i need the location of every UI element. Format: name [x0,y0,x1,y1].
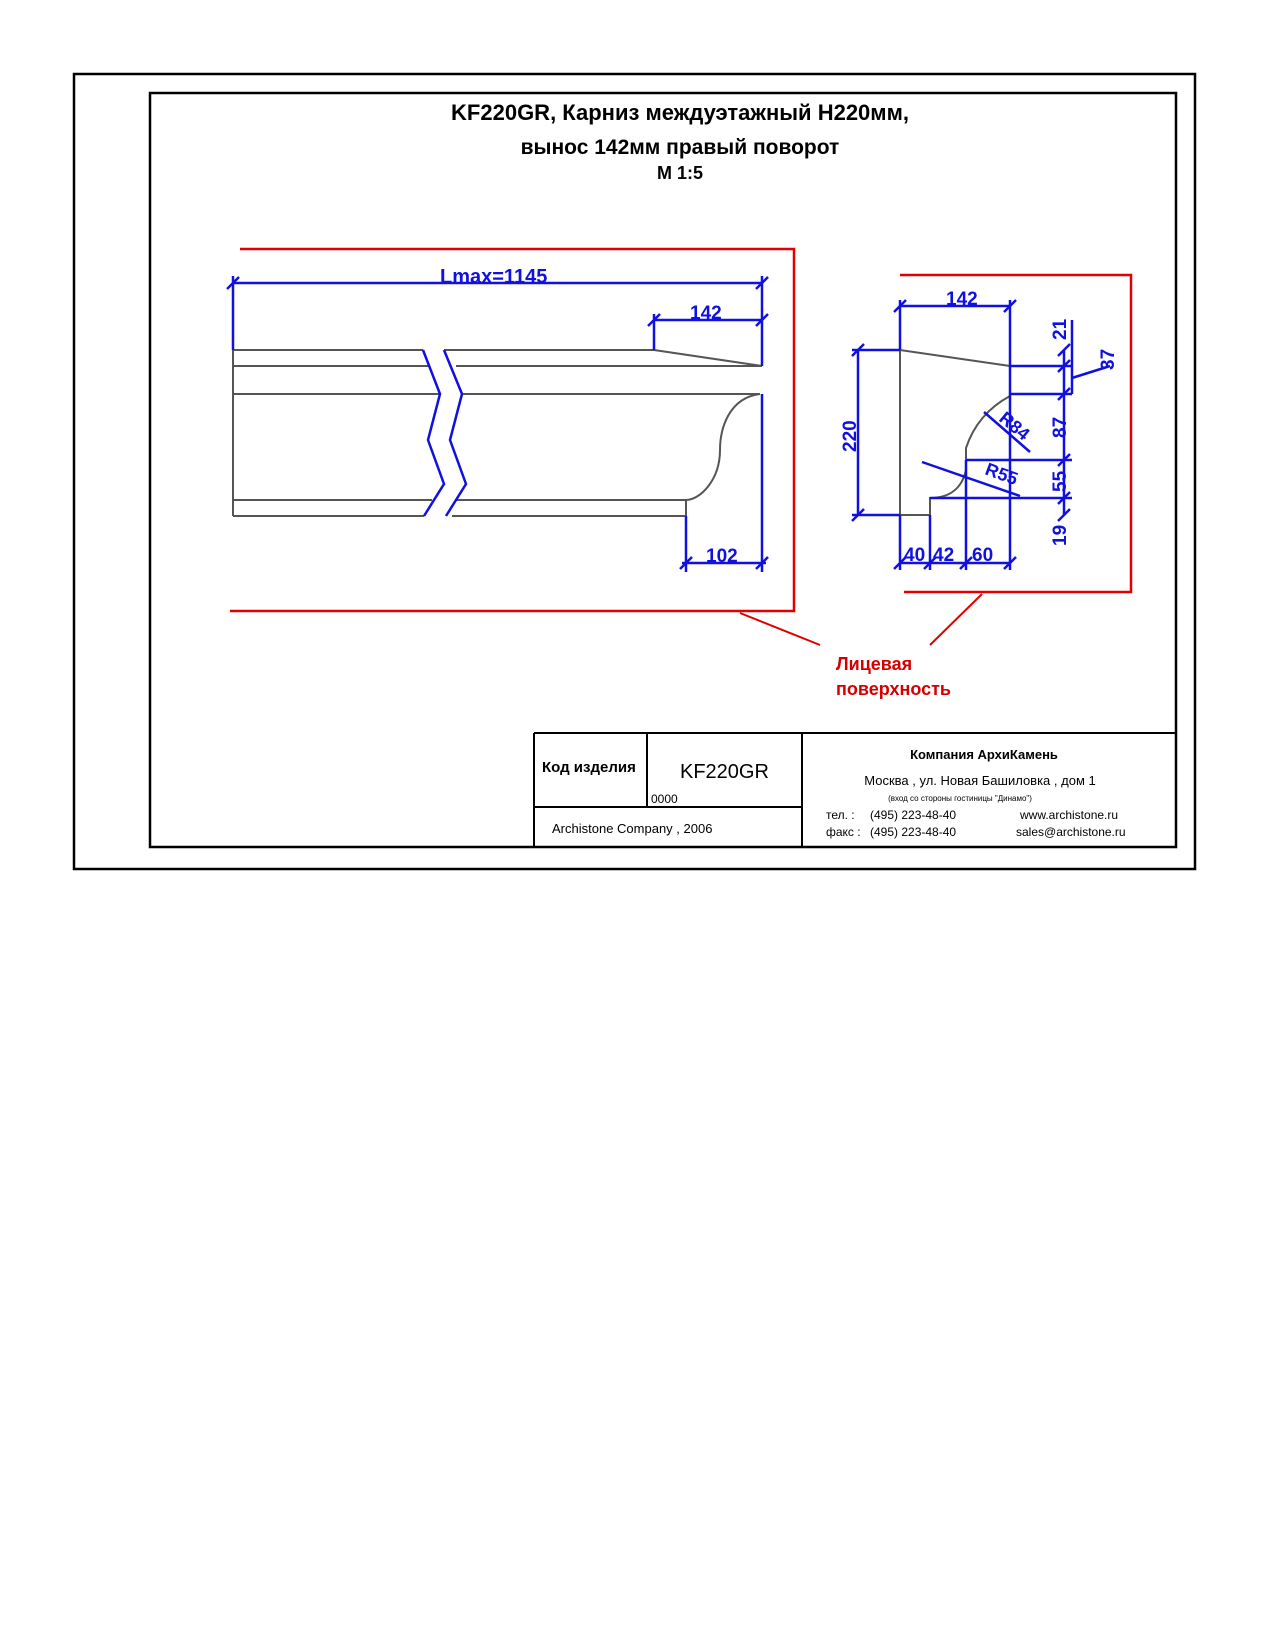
tel-label: тел. : [826,808,855,822]
label-height-220: 220 [840,420,861,452]
tel-value: (495) 223-48-40 [870,808,957,822]
label-top-142: 142 [690,303,722,324]
face-note-line2: поверхность [836,679,951,699]
website: www.archistone.ru [1020,808,1119,822]
label-dim-37: 37 [1098,348,1119,370]
fax-value: (495) 223-48-40 [870,825,957,839]
label-code: Код изделия [542,759,636,776]
label-lmax: Lmax=1145 [440,266,548,288]
label-bottom-102: 102 [706,546,738,567]
label-dim-40: 40 [904,545,926,566]
section-leader-line [930,594,982,645]
label-radius-r84: R84 [995,407,1034,445]
copyright-text: Archistone Company , 2006 [552,821,713,836]
side-leader-line [740,613,820,645]
section-dimension-lines [852,300,1110,570]
label-width-142: 142 [946,289,978,310]
side-view [227,249,820,645]
company-address: Москва , ул. Новая Башиловка , дом 1 [864,773,1096,788]
label-dim-42: 42 [933,545,955,566]
label-dim-21: 21 [1050,318,1071,340]
label-dim-55: 55 [1050,470,1071,492]
section-profile [900,350,1010,515]
drawing-subtitle: вынос 142мм правый поворот [520,136,840,159]
label-dim-60: 60 [972,545,994,566]
drawing-title: KF220GR, Карниз междуэтажный H220мм, [451,100,909,125]
product-number: 0000 [651,792,678,806]
face-note-line1: Лицевая [836,654,913,674]
label-dim-87: 87 [1050,416,1071,438]
label-radius-r55: R55 [982,458,1021,490]
section-view [840,275,1131,645]
email: sales@archistone.ru [1016,825,1126,839]
label-dim-19: 19 [1050,524,1071,546]
product-code: KF220GR [680,761,769,783]
fax-label: факс : [826,825,861,839]
side-profile [233,350,762,516]
address-note: (вход со стороны гостиницы "Динамо") [888,794,1032,803]
company-name: Компания АрхиКамень [910,747,1058,762]
break-lines [423,350,466,516]
drawing-scale: М 1:5 [656,163,703,183]
